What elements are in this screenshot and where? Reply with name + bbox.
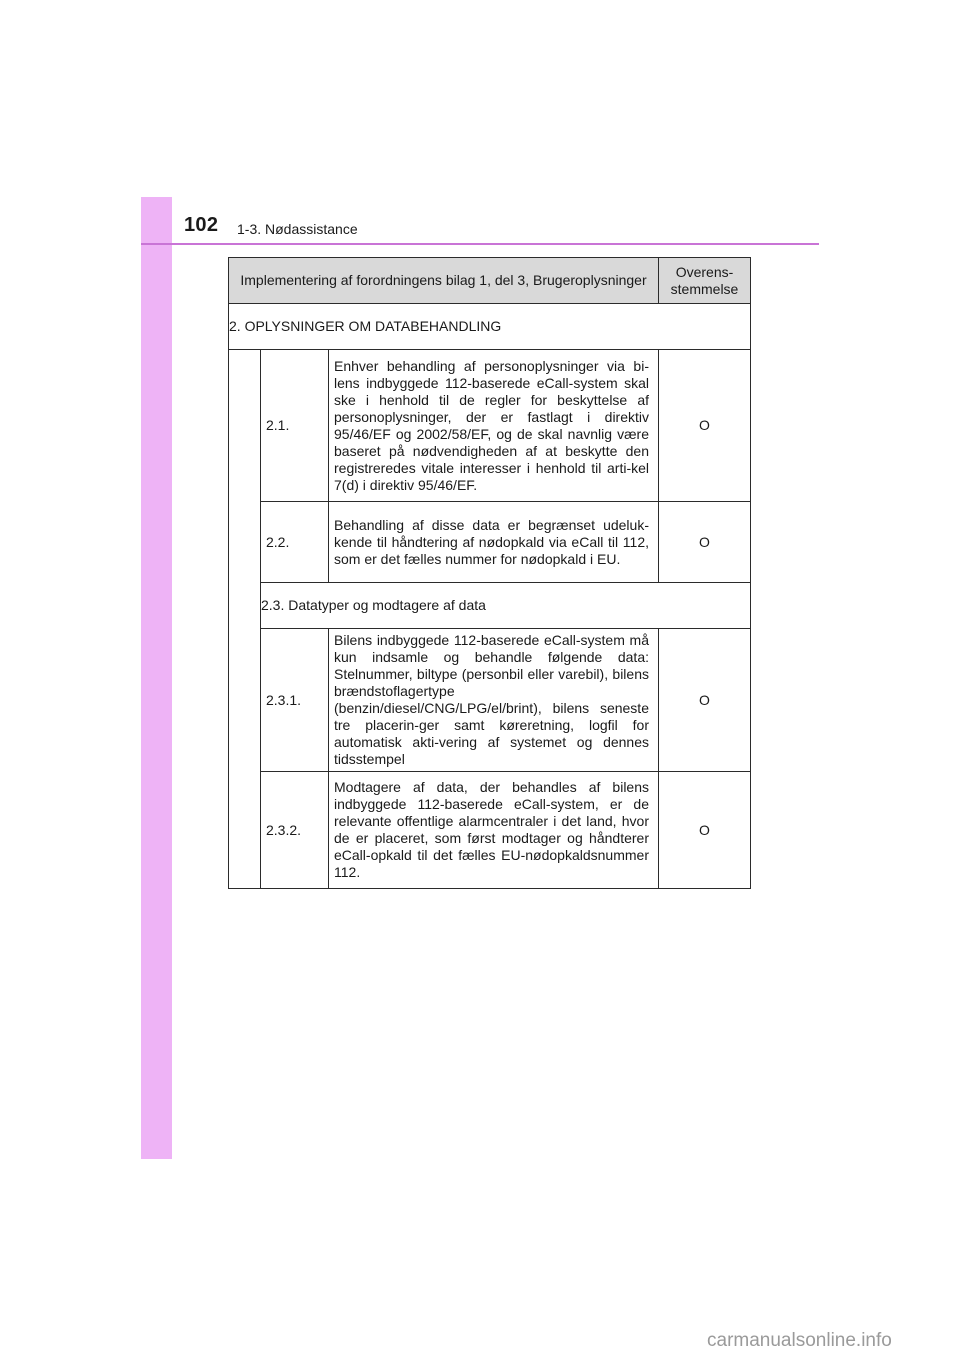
indent-cell — [229, 350, 261, 889]
compliance-mark: O — [659, 629, 751, 772]
row-number: 2.2. — [261, 502, 329, 583]
compliance-mark: O — [659, 772, 751, 889]
compliance-table — [228, 257, 751, 889]
watermark-logo: carmanualsonline.info — [707, 1330, 892, 1351]
section-heading-2: 2. OPLYSNINGER OM DATABEHANDLING — [229, 304, 751, 350]
section-title: 1-3. Nødassistance — [237, 221, 358, 237]
row-number: 2.1. — [261, 350, 329, 502]
row-text: Behandling af disse data er begrænset udeluk-kende til håndtering af nødopkald via eCall til 112, som er det fælles nummer for nødopkald i EU. — [329, 502, 659, 583]
row-number: 2.3.1. — [261, 629, 329, 772]
table-row — [229, 350, 751, 502]
page-number: 102 — [184, 214, 219, 236]
side-tab-bar — [141, 197, 172, 1159]
header-compliance: Overens-stemmelse — [659, 258, 751, 304]
compliance-mark: O — [659, 350, 751, 502]
table-header-row — [229, 258, 751, 304]
table-row — [229, 629, 751, 772]
table-row — [229, 772, 751, 889]
section-heading-2-3: 2.3. Datatyper og modtagere af data — [261, 583, 751, 629]
section-row-databehandling — [229, 304, 751, 350]
row-text: Bilens indbyggede 112-baserede eCall-system må kun indsamle og behandle følgende data: Stelnummer, biltype (personbil eller varebil), bilens brændstoflagertype (benzin/diesel/CNG/LPG/el/brint), bilens seneste tre placerin-ger samt køreretning, logfil for automatisk akti-vering af systemet og dennes tidsstempel — [329, 629, 659, 772]
row-number: 2.3.2. — [261, 772, 329, 889]
compliance-mark: O — [659, 502, 751, 583]
row-text: Enhver behandling af personoplysninger via bi-lens indbyggede 112-baserede eCall-system skal ske i henhold til de regler for beskyttelse af personoplysninger, der er fastlagt i direktiv 95/46/EF og 2002/58/EF, og de skal navnlig være baseret på nødvendigheden af at beskytte den registreredes vitale interesser i henhold til arti-kel 7(d) i direktiv 95/46/EF. — [329, 350, 659, 502]
table-row — [229, 502, 751, 583]
header-implementation: Implementering af forordningens bilag 1, del 3, Brugeroplysninger — [229, 258, 659, 304]
section-row-datatyper — [229, 583, 751, 629]
row-text: Modtagere af data, der behandles af bilens indbyggede 112-baserede eCall-system, er de relevante offentlige alarmcentraler i det land, hvor de er placeret, som først modtager og håndterer eCall-opkald til det fælles EU-nødopkaldsnummer 112. — [329, 772, 659, 889]
header-rule — [141, 243, 819, 245]
